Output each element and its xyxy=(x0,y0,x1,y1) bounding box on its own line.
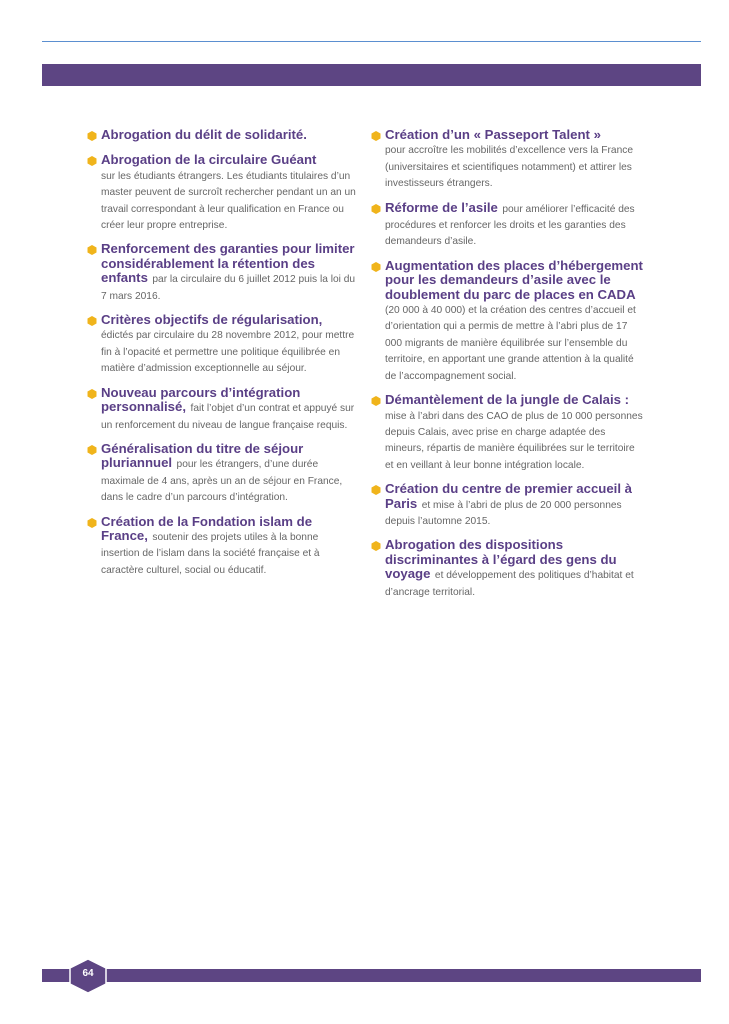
hexagon-bullet-icon xyxy=(87,131,97,141)
footer-band xyxy=(42,969,701,982)
hexagon-bullet-icon xyxy=(87,316,97,326)
item-title: Création d’un « Passeport Talent » xyxy=(385,127,601,142)
item-title: Réforme de l’asile xyxy=(385,199,498,215)
page-number: 64 xyxy=(82,968,94,979)
item-body: et développement des politiques d’habitat et d’ancrage territorial. xyxy=(385,570,634,598)
page-number-badge xyxy=(68,959,108,993)
item-body: sur les étudiants étrangers. Les étudiants titulaires d’un master peuvent de surcroît rechercher pendant un an un travail correspondant à leur qualification en France ou créer leur propre entreprise. xyxy=(101,170,356,232)
item-body: pour accroître les mobilités d’excellence vers la France (universitaires et scientifiques notamment) et attirer les investisseurs étrangers. xyxy=(385,145,634,190)
list-item xyxy=(101,442,359,506)
item-body: pour améliorer l’efficacité des procédures et renforcer les droits et les garanties des demandeurs d’asile. xyxy=(385,203,635,248)
list-item xyxy=(101,242,359,304)
item-title: Création du centre de premier accueil à Paris xyxy=(385,481,632,511)
hexagon-bullet-icon xyxy=(371,131,381,141)
list-item xyxy=(101,128,359,144)
item-title: Augmentation des places d’hébergement pour les demandeurs d’asile avec le doublement du parc de places en CADA xyxy=(385,257,643,302)
item-title: Critères objectifs de régularisation, xyxy=(101,312,323,328)
hexagon-bullet-icon xyxy=(371,204,381,214)
item-body: édictés par circulaire du 28 novembre 2012, pour mettre fin à l’opacité et permettre une politique équilibrée en matière d’admission exceptionnelle au séjour. xyxy=(101,330,355,375)
item-title: Généralisation du titre de séjour pluriannuel xyxy=(101,440,304,471)
hexagon-bullet-icon xyxy=(371,485,381,495)
item-body: mise à l’abri dans des CAO de plus de 10 000 personnes depuis Calais, avec prise en charge adaptée des mineurs, répartis de manière équilibrées sur le territoire et en veillant à leur bonne intégration locale. xyxy=(385,410,643,471)
item-title: Renforcement des garanties pour limiter considérablement la rétention des enfants xyxy=(101,241,355,286)
list-item xyxy=(101,515,359,579)
item-title: Démantèlement de la jungle de Calais : xyxy=(385,392,630,408)
item-body: et mise à l’abri de plus de 20 000 personnes depuis l’automne 2015. xyxy=(385,499,622,527)
list-item xyxy=(385,128,645,192)
hexagon-bullet-icon xyxy=(87,518,97,528)
header-band xyxy=(42,64,701,86)
item-title: Abrogation des dispositions discriminantes à l’égard des gens du voyage xyxy=(385,537,617,582)
list-item xyxy=(101,386,359,433)
hexagon-bullet-icon xyxy=(371,262,381,272)
item-title: Nouveau parcours d’intégration personnalisé, xyxy=(101,384,301,415)
list-item xyxy=(385,259,645,384)
hexagon-bullet-icon xyxy=(371,396,381,406)
list-item xyxy=(385,538,645,600)
top-rule xyxy=(42,41,701,42)
list-item xyxy=(385,482,645,529)
hexagon-bullet-icon xyxy=(87,389,97,399)
item-body: (20 000 à 40 000) et la création des centres d’accueil et d’orientation qui a permis de mettre à l’abri plus de 17 000 migrants de manière équilibrée sur l’ensemble du territoire, en apportant une grande attention à la qualité de l’accompagnement social. xyxy=(385,305,636,382)
list-item xyxy=(101,313,359,377)
hexagon-bullet-icon xyxy=(371,541,381,551)
item-body: par la circulaire du 6 juillet 2012 puis la loi du 7 mars 2016. xyxy=(101,274,356,302)
item-title: Abrogation de la circulaire Guéant xyxy=(101,152,317,168)
item-title: Création de la Fondation islam de France, xyxy=(101,513,313,543)
left-column xyxy=(101,128,359,587)
hexagon-bullet-icon xyxy=(87,445,97,455)
item-body: soutenir des projets utiles à la bonne insertion de l’islam dans la société française et à caractère culturel, social ou éducatif. xyxy=(101,531,320,576)
list-item xyxy=(385,393,645,473)
list-item xyxy=(385,201,645,250)
item-body: pour les étrangers, d’une durée maximale de 4 ans, après un an de séjour en France, dans le cadre d’un parcours d’intégration. xyxy=(101,459,343,504)
hexagon-bullet-icon xyxy=(87,245,97,255)
list-item xyxy=(101,153,359,233)
hexagon-bullet-icon xyxy=(87,156,97,166)
item-body: fait l’objet d’un contrat et appuyé sur un renforcement du niveau de langue française requis. xyxy=(101,403,355,431)
right-column xyxy=(385,128,645,609)
item-title: Abrogation du délit de solidarité. xyxy=(101,127,307,142)
